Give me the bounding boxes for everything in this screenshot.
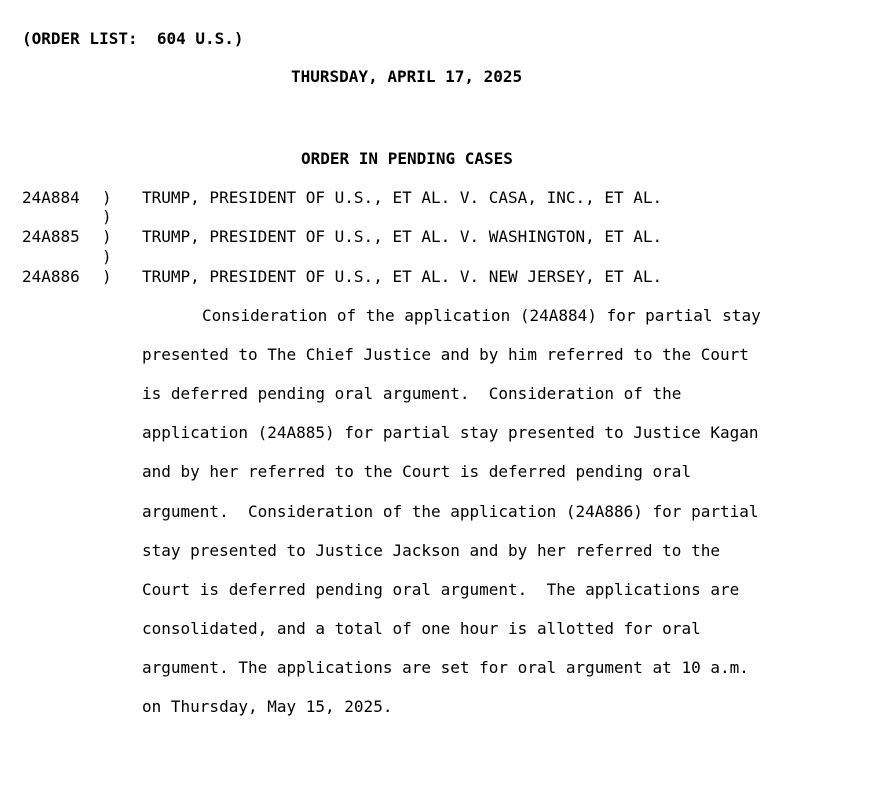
case-caption-24a886: TRUMP, PRESIDENT OF U.S., ET AL. V. NEW JERSEY, ET AL.: [142, 267, 663, 286]
order-text-line: consolidated, and a total of one hour is allotted for oral: [142, 619, 701, 638]
case-caption-24a884: TRUMP, PRESIDENT OF U.S., ET AL. V. CASA, INC., ET AL.: [142, 188, 663, 207]
order-text-line: application (24A885) for partial stay presented to Justice Kagan: [142, 423, 759, 442]
case-docket-24a885: 24A885: [22, 227, 80, 246]
order-text-line: Consideration of the application (24A884) for partial stay: [202, 306, 761, 325]
order-date: THURSDAY, APRIL 17, 2025: [291, 67, 523, 86]
order-list-label: (ORDER LIST: 604 U.S.): [22, 29, 244, 48]
section-title: ORDER IN PENDING CASES: [301, 149, 513, 168]
case-caption-24a885: TRUMP, PRESIDENT OF U.S., ET AL. V. WASHINGTON, ET AL.: [142, 227, 663, 246]
order-text-line: is deferred pending oral argument. Consideration of the: [142, 384, 682, 403]
order-text-line: Court is deferred pending oral argument. The applications are: [142, 580, 740, 599]
case-bracket: ): [102, 227, 112, 246]
case-bracket: ): [102, 207, 112, 226]
case-bracket: ): [102, 188, 112, 207]
order-text-line: presented to The Chief Justice and by him referred to the Court: [142, 345, 749, 364]
order-text-line: argument. The applications are set for oral argument at 10 a.m.: [142, 658, 749, 677]
case-docket-24a886: 24A886: [22, 267, 80, 286]
case-bracket: ): [102, 267, 112, 286]
order-text-line: and by her referred to the Court is deferred pending oral: [142, 462, 692, 481]
order-text-line: on Thursday, May 15, 2025.: [142, 697, 393, 716]
order-text-line: argument. Consideration of the application (24A886) for partial: [142, 502, 759, 521]
case-bracket: ): [102, 247, 112, 266]
order-text-line: stay presented to Justice Jackson and by her referred to the: [142, 541, 720, 560]
case-docket-24a884: 24A884: [22, 188, 80, 207]
